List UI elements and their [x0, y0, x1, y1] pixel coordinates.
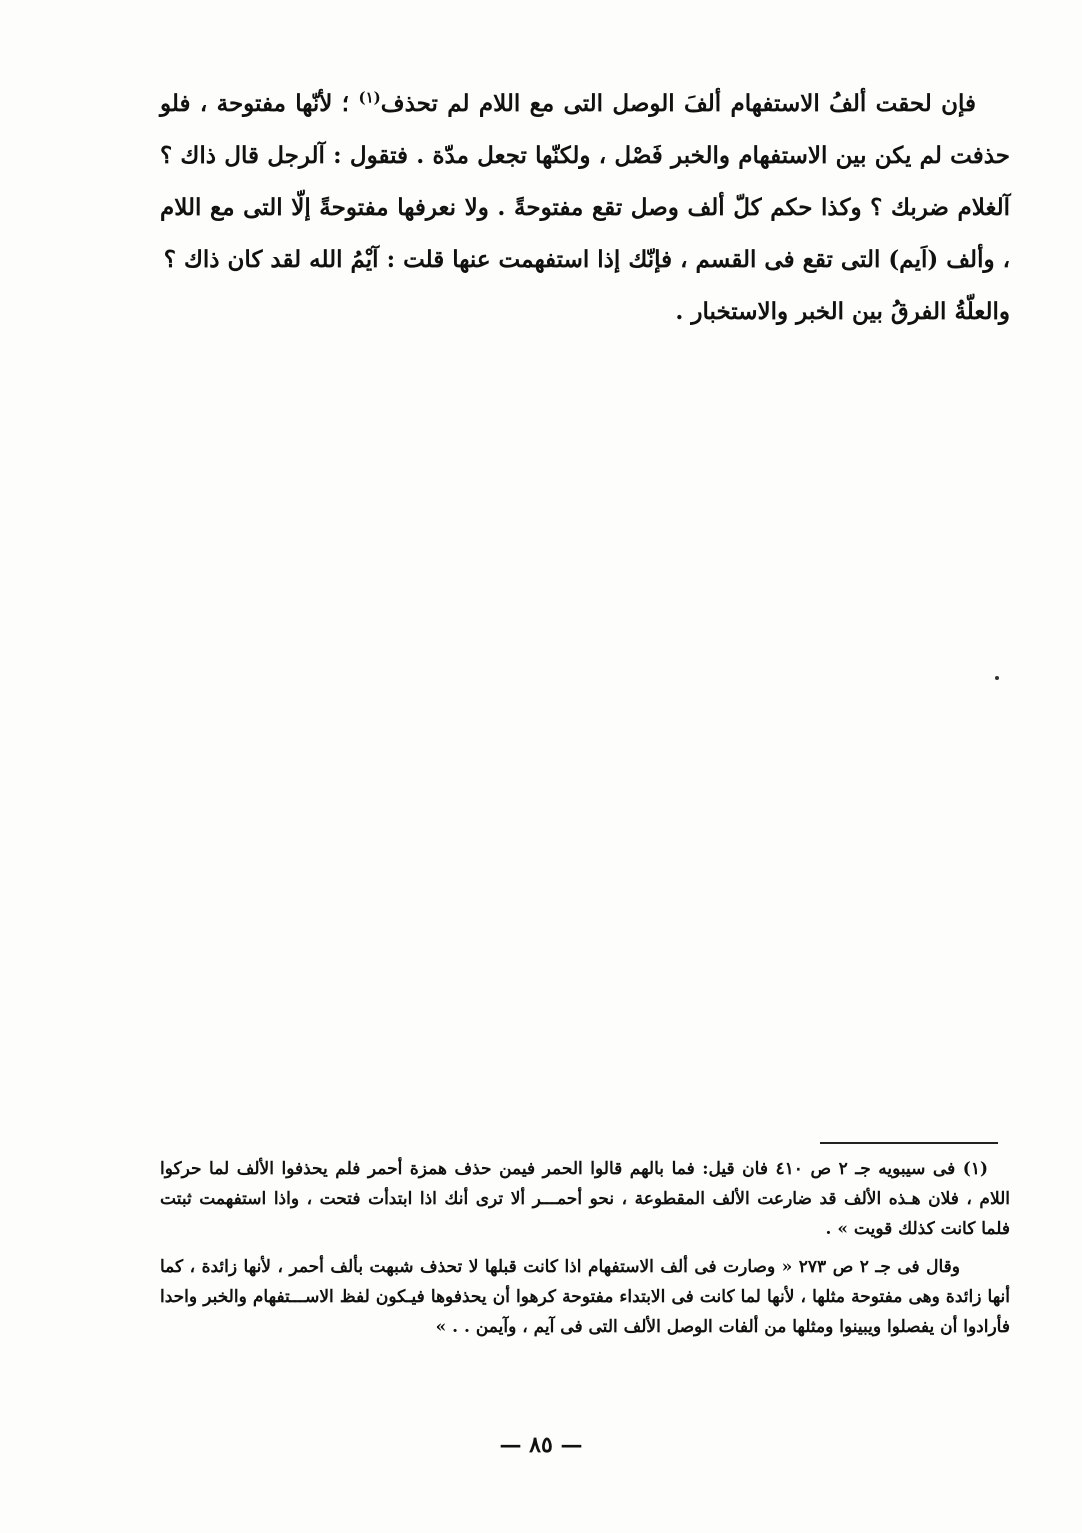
main-paragraph-1-part-1: فإن لحقت ألفُ الاستفهام ألفَ الوصل التى مع اللام لم تحذف	[380, 90, 976, 117]
footnote-separator-rule	[820, 1142, 998, 1144]
footnote-1: (١) فى سيبويه جـ ٢ ص ٤١٠ فان قيل: فما بالهم قالوا الحمر فيمن حذف همزة أحمر فلم يحذفوا الألف لما حركوا اللام ، فلان هـذه الألف قد ضارعت الألف المقطوعة ، نحو أحمـــر ألا ترى أنك اذا ابتدأت فتحت ، واذا استفهمت ثبتت فلما كانت كذلك قويت » .	[160, 1159, 1010, 1239]
main-paragraph-1-part-2: ؛ لأنّها مفتوحة ، فلو حذفت لم يكن بين الاستفهام والخبر فَصْل ، ولكنّها تجعل مدّة . فتقول : آلرجل قال ذاك ؟ آلغلام ضربك ؟ وكذا حكم كلّ ألف وصل تقع مفتوحةً . ولا نعرفها مفتوحةً إلّا التى مع اللام ، وألف (اَيم) التى تقع فى القسم ، فإنّك إذا استفهمت عنها قلت : آيْمُ الله لقد كان ذاك ؟	[160, 90, 1010, 273]
main-paragraph-1	[160, 78, 1010, 286]
footnote-reference[interactable]: (١)	[358, 88, 381, 107]
stray-dot-mark	[995, 676, 999, 680]
main-paragraph-2: والعلّةُ الفرقُ بين الخبر والاستخبار .	[675, 298, 1010, 325]
main-text-block	[160, 78, 1010, 338]
footnote-2: وقال فى جـ ٢ ص ٢٧٣ « وصارت فى ألف الاستفهام اذا كانت قبلها لا تحذف شبهت بألف أحمر ، لأنها زائدة ، كما أنها زائدة وهى مفتوحة مثلها ، لأنها لما كانت فى الابتداء مفتوحة كرهوا أن يحذفوها فيـكون لفظ الاســـتفهام والخبر واحدا فأرادوا أن يفصلوا ويبينوا ومثلها من ألفات الوصل الألف التى فى آيم ، وآيمن . . »	[160, 1257, 1010, 1337]
page-number: — ٨٥ —	[499, 1432, 583, 1458]
footnotes-block	[160, 1154, 1010, 1342]
